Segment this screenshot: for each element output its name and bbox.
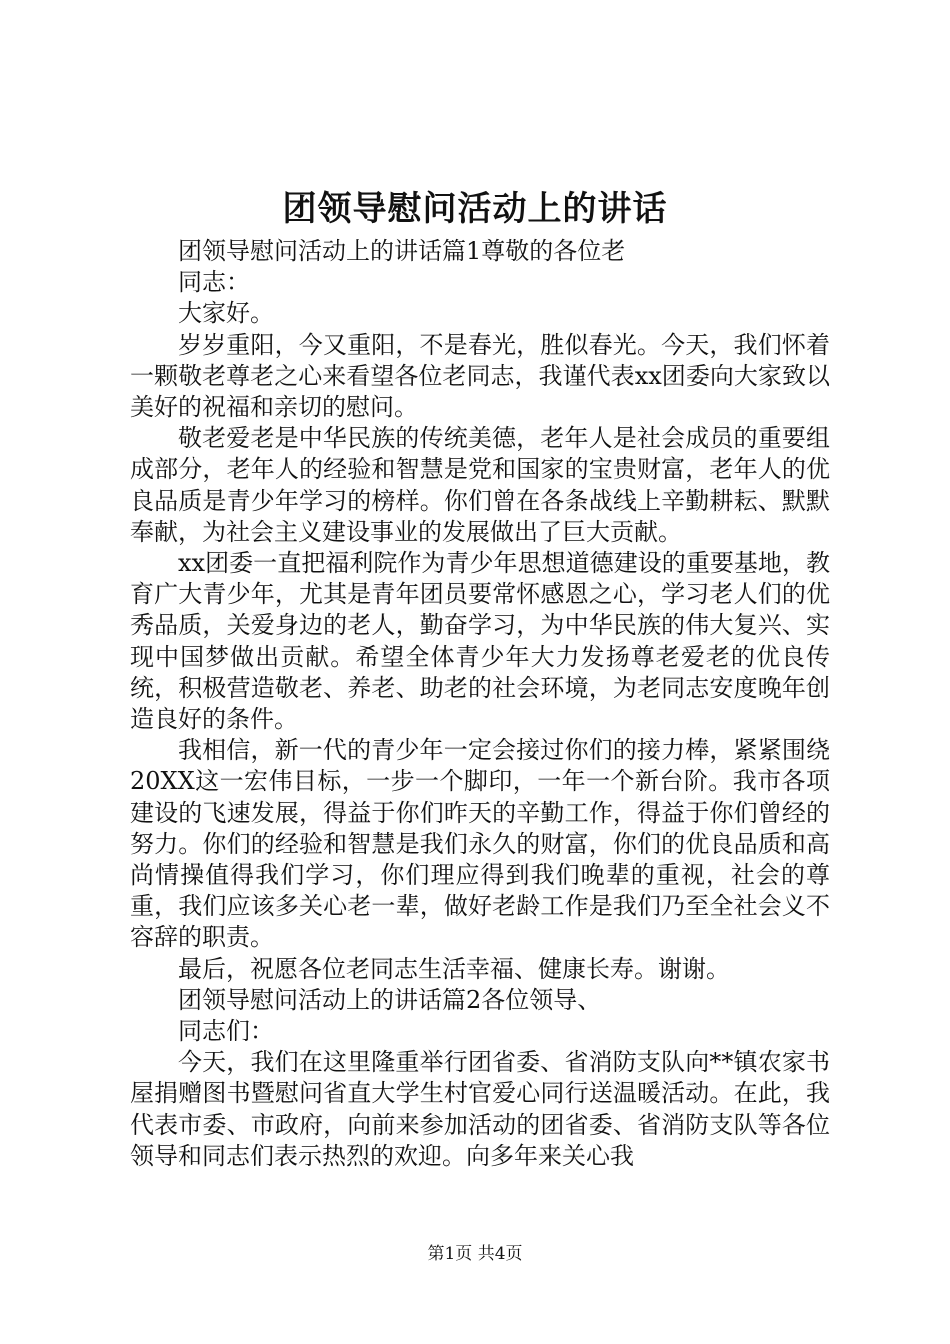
- paragraph: 今天，我们在这里隆重举行团省委、省消防支队向**镇农家书屋捐赠图书暨慰问省直大学生村官爱心同行送温暖活动。在此，我代表市委、市政府，向前来参加活动的团省委、省消防支队等各位领导和同志们表示热烈的欢迎。向多年来关心我: [130, 1048, 830, 1170]
- paragraph: 同志：: [178, 268, 250, 297]
- paragraph: 岁岁重阳，今又重阳，不是春光，胜似春光。今天，我们怀着一颗敬老尊老之心来看望各位老同志，我谨代表xx团委向大家致以美好的祝福和亲切的慰问。: [130, 330, 830, 422]
- paragraph: 团领导慰问活动上的讲话篇1尊敬的各位老: [178, 237, 626, 265]
- paragraph: 我相信，新一代的青少年一定会接过你们的接力棒，紧紧围绕20XX这一宏伟目标，一步一个脚印，一年一个新台阶。我市各项建设的飞速发展，得益于你们昨天的辛勤工作，得益于你们曾经的努力。你们的经验和智慧是我们永久的财富，你们的优良品质和高尚情操值得我们学习，你们理应得到我们晚辈的重视，社会的尊重，我们应该多关心老一辈，做好老龄工作是我们乃至全社会义不容辞的职责。: [130, 736, 830, 952]
- paragraph: 大家好。: [178, 299, 274, 328]
- document-title: 团领导慰问活动上的讲话: [282, 189, 668, 229]
- paragraph: 敬老爱老是中华民族的传统美德，老年人是社会成员的重要组成部分，老年人的经验和智慧是党和国家的宝贵财富，老年人的优良品质是青少年学习的榜样。你们曾在各条战线上辛勤耕耘、默默奉献，为社会主义建设事业的发展做出了巨大贡献。: [130, 424, 830, 546]
- paragraph: 团领导慰问活动上的讲话篇2各位领导、: [178, 985, 602, 1014]
- paragraph: 最后，祝愿各位老同志生活幸福、健康长寿。谢谢。: [178, 954, 730, 983]
- page-footer: 第1页 共4页: [427, 1244, 523, 1264]
- paragraph: 同志们：: [178, 1017, 274, 1046]
- document-body: [130, 236, 830, 1172]
- paragraph: xx团委一直把福利院作为青少年思想道德建设的重要基地，教育广大青少年，尤其是青年团员要常怀感恩之心，学习老人们的优秀品质，关爱身边的老人，勤奋学习，为中华民族的伟大复兴、实现中国梦做出贡献。希望全体青少年大力发扬尊老爱老的优良传统，积极营造敬老、养老、助老的社会环境，为老同志安度晚年创造良好的条件。: [130, 549, 830, 734]
